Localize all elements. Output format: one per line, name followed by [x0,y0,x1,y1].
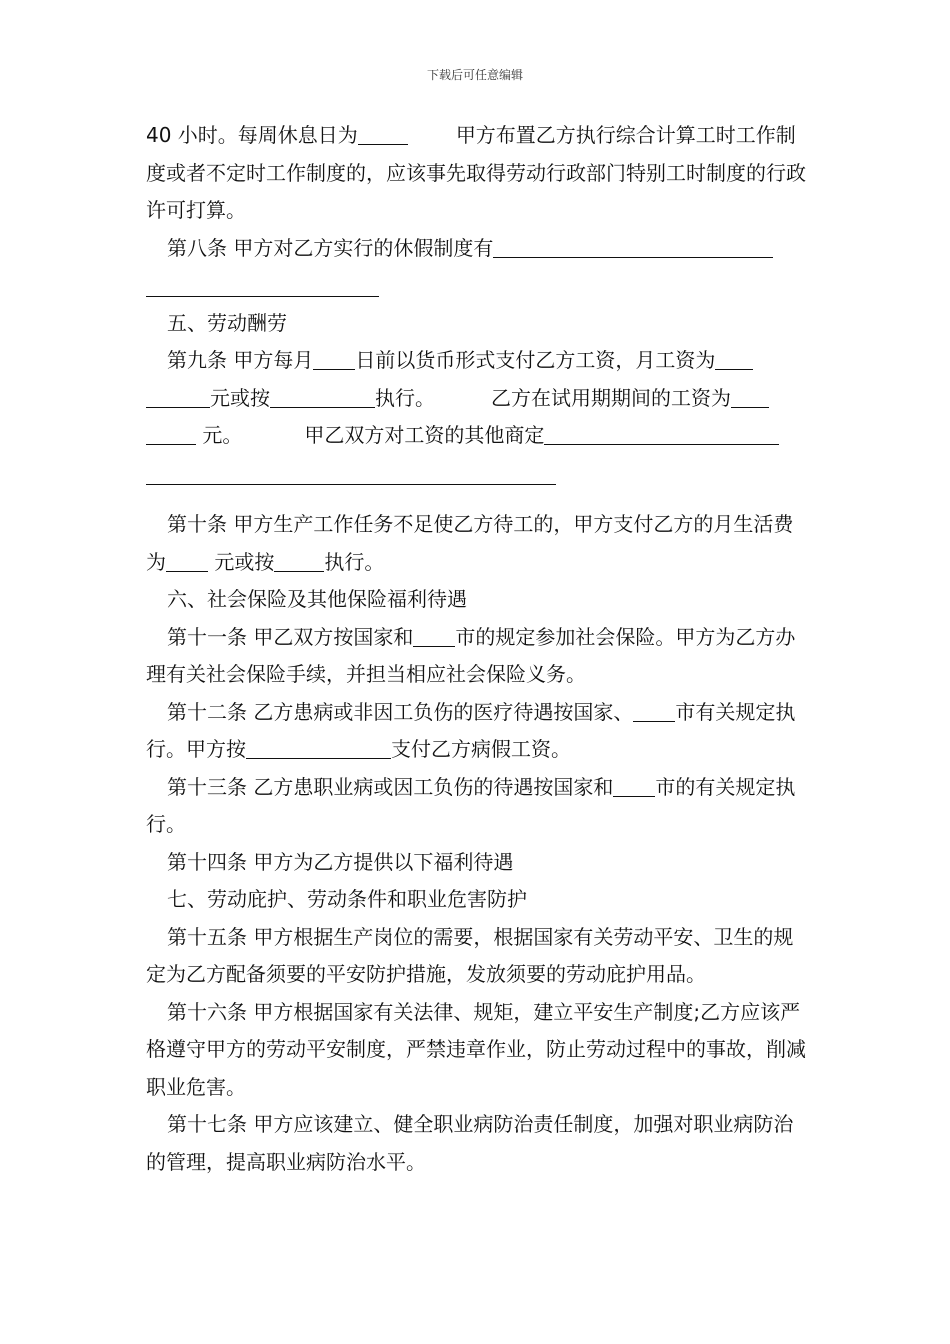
text-run: 执行。 [324,549,385,574]
blank-line [613,772,655,797]
article-13 [146,769,808,844]
text-run: 第十条 甲方生产工作任务不足使乙方待工的，甲方支付乙方的月生活费为 [146,512,794,574]
paragraph-working-hours [146,117,808,230]
blank-line [270,383,375,408]
article-10 [146,506,808,581]
text-run: 执行。 [375,385,435,410]
blank-line [715,345,753,370]
article-15: 第十五条 甲方根据生产岗位的需要，根据国家有关劳动平安、卫生的规定为乙方配备须要的平安防护措施，发放须要的劳动庇护用品。 [146,924,794,986]
blank-line [544,420,779,445]
text-run: 市的规定参加社会保险。甲方为乙方办理有关社会保险手续，并担当相应社会保险义务。 [146,624,796,686]
text-run: 日前以货币形式支付乙方工资，月工资为 [355,348,716,372]
blank-line [731,383,769,408]
blank-line [146,420,196,445]
text-run: 第九条 甲方每月 [167,348,314,372]
blank-line [146,383,210,408]
section-7-title: 七、劳动庇护、劳动条件和职业危害防护 [167,887,527,911]
article-14: 第十四条 甲方为乙方提供以下福利待遇 [167,849,514,874]
page-header: 下载后可任意编辑 [426,68,523,82]
blank-line-row [146,455,808,493]
text-run: 乙方在试用期期间的工资为 [491,385,731,410]
blank-line [313,345,355,370]
blank-line [633,697,675,722]
blank-line [146,272,379,297]
text-run: 第八条 甲方对乙方实行的休假制度有 [167,235,494,260]
text-run: 元或按 [210,385,270,410]
section-6-title: 六、社会保险及其他保险福利待遇 [167,587,467,611]
blank-line [274,547,324,572]
blank-line [146,460,556,485]
text-run: 市的有关规定执行。 [146,774,796,836]
text-run: 第十二条 乙方患病或非因工负伤的医疗待遇按国家、 [167,699,634,724]
blank-line [493,233,773,258]
blank-line-row [146,267,808,305]
article-9 [146,342,808,455]
blank-line [358,120,408,145]
text-run: 甲乙双方对工资的其他商定 [304,423,545,447]
text-run: 40 小时。每周休息日为 [146,123,358,147]
blank-line [166,547,208,572]
article-16: 第十六条 甲方根据国家有关法律、规矩，建立平安生产制度;乙方应该严格遵守甲方的劳动平安制度，严禁违章作业，防止劳动过程中的事故，削减职业危害。 [146,999,806,1099]
text-run: 甲方布置乙方执行综合计算工时工作制度或者不定时工作制度的，应该事先取得劳动行政部门特别工时制度的行政许可打算。 [146,123,806,222]
text-run: 元或按 [208,549,275,574]
text-run: 元。 [196,423,243,447]
text-run: 第十三条 乙方患职业病或因工负伤的待遇按国家和 [167,774,614,799]
article-17: 第十七条 甲方应该建立、健全职业病防治责任制度，加强对职业病防治的管理，提高职业病防治水平。 [146,1112,794,1174]
document-body [146,117,808,1181]
text-run: 市有关规定执行。甲方按 [146,699,796,761]
section-5-title: 五、劳动酬劳 [167,310,287,335]
blank-line [246,734,391,759]
text-run: 第十一条 甲乙双方按国家和 [167,624,414,649]
article-11 [146,619,808,694]
article-12 [146,694,808,769]
article-8 [146,230,808,268]
blank-line [413,622,455,647]
text-run: 支付乙方病假工资。 [391,737,571,761]
